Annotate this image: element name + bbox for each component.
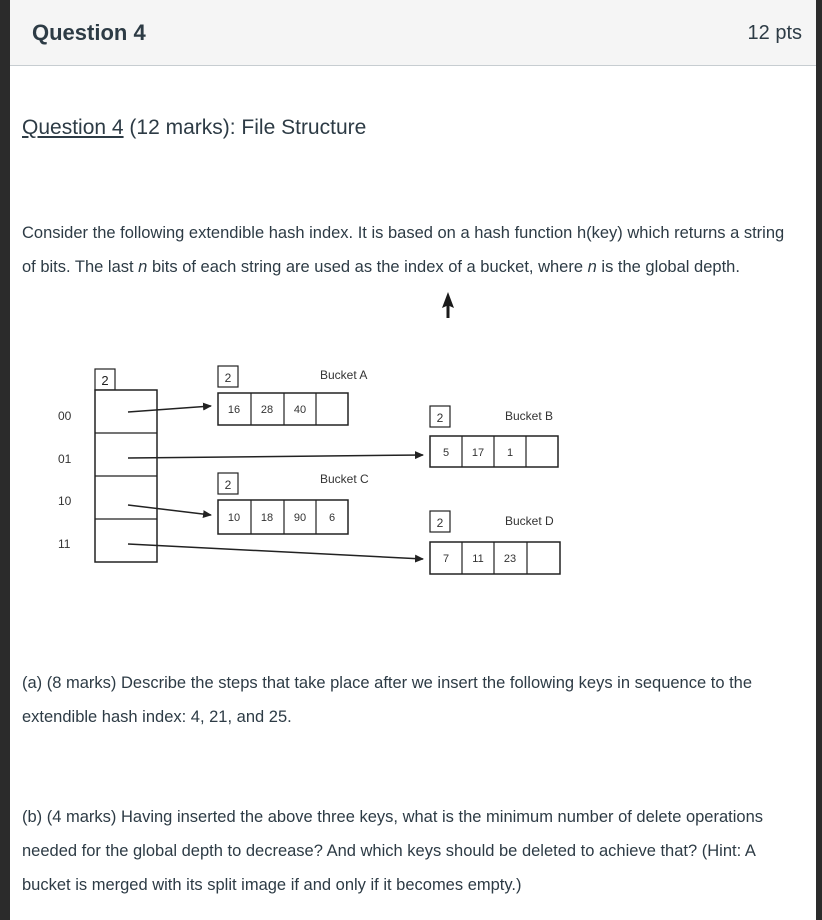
directory-label: 10 [58,494,72,508]
extendible-hash-diagram [0,340,620,590]
mouse-cursor-icon [441,292,455,318]
bucket-key: 11 [472,553,484,565]
bucket-key: 16 [227,404,241,416]
pointer-arrow [128,544,423,559]
bucket-key: 17 [471,447,485,459]
bucket-key: 5 [442,447,450,459]
bucket-label: Bucket C [320,472,369,486]
bucket-key: 1 [506,447,514,459]
intro-text-2: bits of each string are used as the index of a bucket, where [147,258,588,276]
bucket-label: Bucket B [505,409,554,423]
pointer-arrow [128,455,423,458]
intro-var-n-2: n [587,258,597,276]
question-subtitle-link: Question 4 [22,116,124,139]
bucket-key: 28 [260,404,274,416]
question-header [10,0,816,66]
directory-label: 01 [58,452,72,466]
question-title: Question 4 [32,20,146,45]
bucket-label: Bucket D [505,514,554,528]
intro-text-3: is the global depth. [596,258,740,276]
part-a-text: (a) (8 marks) Describe the steps that take place after we insert the following keys in sequence to the extendible hash index: 4, 21, and 25. [22,674,753,726]
bucket-label: Bucket A [320,368,368,382]
bucket-key: 7 [442,553,450,565]
bucket-b [430,406,558,467]
directory-pointers [128,406,423,559]
directory-label: 11 [58,537,71,551]
question-subtitle [22,116,366,140]
intro-var-n: n [138,258,148,276]
local-depth: 2 [224,371,232,385]
part-b-text: (b) (4 marks) Having inserted the above three keys, what is the minimum number of delete operations needed for the global depth to decrease? And which keys should be deleted to achieve that? (Hint: A bucket is merged with its split image if and only if it becomes empty.) [22,808,764,894]
bucket-key: 18 [260,512,274,524]
global-depth-value: 2 [101,373,109,388]
bucket-key: 40 [293,404,307,416]
question-points: 12 pts [747,22,802,44]
directory-label: 00 [58,409,72,423]
question-subtitle-rest: (12 marks): File Structure [123,116,367,139]
local-depth: 2 [436,411,444,425]
local-depth: 2 [436,516,444,530]
bucket-c [218,472,369,534]
directory [58,369,157,562]
bucket-a [218,366,367,425]
bucket-key: 23 [503,553,517,565]
intro-paragraph [22,216,792,284]
bucket-key: 6 [328,512,336,524]
bucket-d [430,511,560,574]
local-depth: 2 [224,478,232,492]
intro-text-1: Consider the following extendible hash index. It is based on a hash function h(key) which returns a string of bits. The last [22,224,785,276]
bucket-key: 10 [227,512,241,524]
bucket-key: 90 [293,512,307,524]
